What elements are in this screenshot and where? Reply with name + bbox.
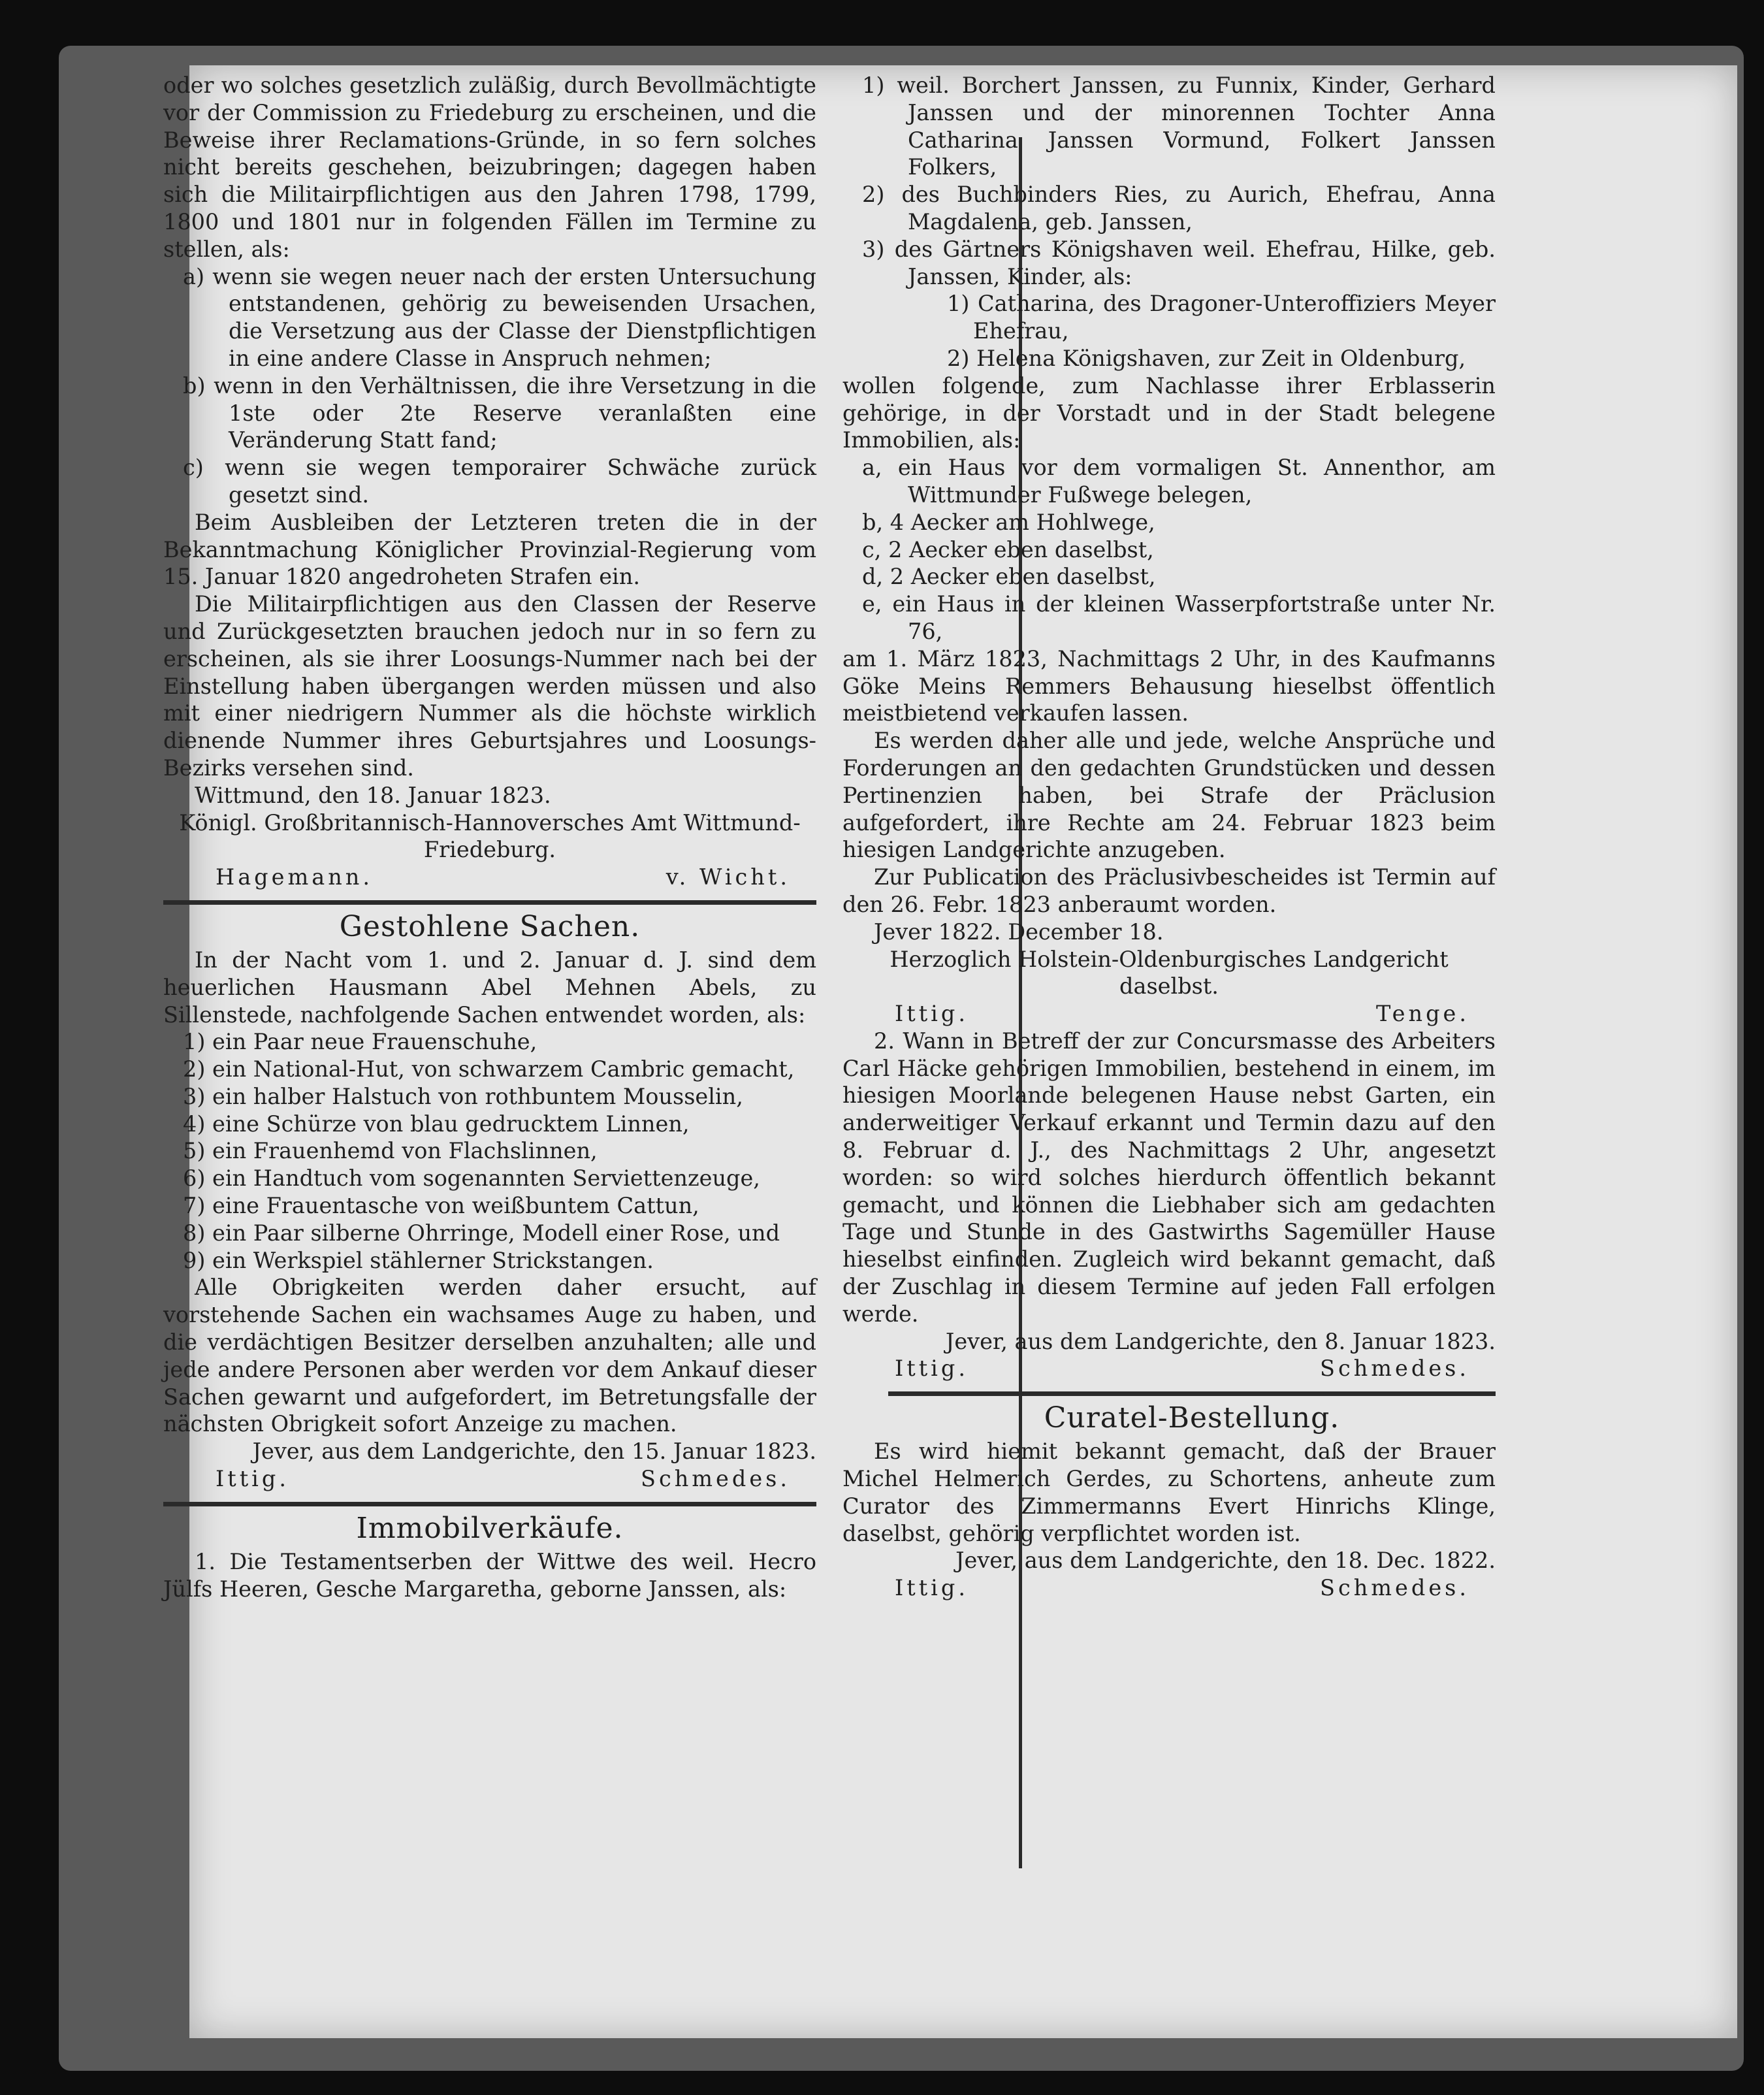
signatures [163, 864, 816, 891]
paragraph: Die Militairpflichtigen aus den Classen der Reserve und Zurückgesetzten brauchen jedoch nur in so fern zu erscheinen, als sie ihrer Loosungs-Nummer nach bei der Einstellung haben übergangen werden müssen und also mit einer niedrigern Nummer als die höchste wirklich dienende Nummer ihres Geburtsjahres und Loosungs-Bezirks versehen sind. [163, 591, 816, 781]
signature: Ittig. [895, 1575, 969, 1601]
signature: v. Wicht. [666, 864, 790, 890]
list-item: 5) ein Frauenhemd von Flachslinnen, [183, 1138, 598, 1164]
signature: Tenge. [1375, 1001, 1469, 1027]
paragraph: In der Nacht vom 1. und 2. Januar d. J. sind dem heuerlichen Hausmann Abel Mehnen Abels, zu Sillenstede, nachfolgende Sachen entwendet worden, als: [163, 947, 816, 1028]
list-item: 4) eine Schürze von blau gedrucktem Linnen, [183, 1111, 690, 1137]
paragraph: Beim Ausbleiben der Letzteren treten die in der Bekanntmachung Königlicher Provinzial-Regierung vom 15. Januar 1820 angedroheten Strafen ein. [163, 509, 816, 590]
date-line: Jever, aus dem Landgerichte, den 18. Dec. 1822. [955, 1548, 1496, 1574]
list-item: 3) ein halber Halstuch von rothbuntem Mousselin, [183, 1083, 743, 1109]
notice-intro: oder wo solches gesetzlich zuläßig, durch Bevollmächtigte vor der Commission zu Friedeburg zu erscheinen, und die Beweise ihrer Reclamations-Gründe, in so fern solches nicht bereits geschehen, beizubringen; dagegen haben sich die Militairpflichtigen aus den Jahren 1798, 1799, 1800 und 1801 nur in folgenden Fällen im Termine zu stellen, als: [163, 73, 816, 262]
condition-list [163, 263, 816, 509]
paragraph: Alle Obrigkeiten werden daher ersucht, auf vorstehende Sachen ein wachsames Auge zu haben, und die verdächtigen Besitzer derselben anzuhalten; alle und jede andere Personen aber werden vor dem Ankauf dieser Sachen gewarnt und aufgefordert, im Betretungsfalle der nächsten Obrigkeit sofort Anzeige zu machen. [163, 1275, 816, 1437]
paragraph: 2. Wann in Betreff der zur Concursmasse des Arbeiters Carl Häcke gehörigen Immobilien, bestehend in einem, im hiesigen Moorlande belegenen Hause nebst Garten, ein anderweitiger Verkauf erkannt und Termin dazu auf den 8. Februar d. J., des Nachmittags 2 Uhr, angesetzt worden: so wird solches hierdurch öffentlich bekannt gemacht, und können die Liebhaber sich am gedachten Tage und Stunde in des Gastwirths Sagemüller Hause hieselbst einfinden. Zugleich wird bekannt gemacht, daß der Zuschlag in diesem Termine auf jeden Fall erfolgen werde. [842, 1028, 1496, 1327]
date-line: Jever, aus dem Landgerichte, den 8. Januar 1823. [945, 1328, 1496, 1354]
section-heading: Gestohlene Sachen. [163, 900, 816, 947]
paragraph: Es werden daher alle und jede, welche Ansprüche und Forderungen an den gedachten Grundstücken und dessen Pertinenzien haben, bei Strafe der Präclusion aufgefordert, ihre Rechte am 24. Februar 1823 beim hiesigen Landgerichte anzugeben. [842, 728, 1496, 863]
list-item: 3) des Gärtners Königshaven weil. Ehefrau, Hilke, geb. Janssen, Kinder, als: [862, 236, 1496, 289]
list-item: 2) Helena Königshaven, zur Zeit in Oldenburg, [947, 345, 1466, 371]
date-line: Jever, aus dem Landgerichte, den 15. Januar 1823. [252, 1438, 816, 1465]
list-item: 8) ein Paar silberne Ohrringe, Modell einer Rose, und [183, 1220, 780, 1246]
paragraph: Zur Publication des Präclusivbescheides ist Termin auf den 26. Febr. 1823 anberaumt worden. [842, 864, 1496, 917]
signature: Hagemann. [216, 864, 373, 890]
list-item: c, 2 Aecker eben daselbst, [862, 536, 1154, 562]
list-item: 7) eine Frauentasche von weißbuntem Cattun, [183, 1193, 699, 1219]
signature: Ittig. [895, 1356, 969, 1382]
signature: Schmedes. [641, 1466, 790, 1492]
paragraph: Es wird hiemit bekannt gemacht, daß der Brauer Michel Helmerich Gerdes, zu Schortens, anheute zum Curator des Zimmermanns Evert Hinrichs Klinge, daselbst, gehörig verpflichtet worden ist. [842, 1438, 1496, 1546]
list-item: d, 2 Aecker eben daselbst, [862, 564, 1156, 590]
section-heading: Immobilverkäufe. [163, 1502, 816, 1548]
signature: Schmedes. [1320, 1356, 1469, 1382]
list-item: 9) ein Werkspiel stählerner Strickstangen. [183, 1247, 654, 1273]
list-item: 6) ein Handtuch vom sogenannten Serviettenzeuge, [183, 1165, 760, 1192]
list-item: 1) ein Paar neue Frauenschuhe, [183, 1029, 537, 1055]
property-list [842, 454, 1496, 645]
condition-item: b) wenn in den Verhältnissen, die ihre Versetzung in die 1ste oder 2te Reserve veranlaßten eine Veränderung Statt fand; [183, 372, 816, 453]
list-item: 2) des Buchbinders Ries, zu Aurich, Ehefrau, Anna Magdalena, geb. Janssen, [862, 182, 1496, 235]
condition-item: c) wenn sie wegen temporairer Schwäche zurück gesetzt sind. [183, 455, 816, 508]
stolen-items-list [163, 1028, 816, 1274]
signatures [842, 1355, 1496, 1382]
signatures [163, 1465, 816, 1493]
signatures [842, 1574, 1496, 1602]
date-line: Wittmund, den 18. Januar 1823. [195, 782, 551, 808]
authority: Königl. Großbritannisch-Hannoversches Amt Wittmund-Friedeburg. [179, 809, 801, 863]
list-item: 2) ein National-Hut, von schwarzem Cambric gemacht, [183, 1056, 795, 1082]
paragraph: am 1. März 1823, Nachmittags 2 Uhr, in des Kaufmanns Göke Meins Remmers Behausung hieselbst öffentlich meistbietend verkaufen lassen. [842, 645, 1496, 726]
signature: Schmedes. [1320, 1575, 1469, 1601]
date-line: Jever 1822. December 18. [874, 918, 1164, 945]
signature: Ittig. [216, 1466, 289, 1492]
paragraph: wollen folgende, zum Nachlasse ihrer Erblasserin gehörige, in der Vorstadt und in der Stadt belegene Immobilien, als: [842, 372, 1496, 453]
section-heading: Curatel-Bestellung. [888, 1391, 1496, 1438]
heirs-list [842, 72, 1496, 372]
authority: Herzoglich Holstein-Oldenburgisches Landgericht daselbst. [890, 946, 1449, 999]
right-column [842, 72, 1496, 1602]
paragraph: 1. Die Testamentserben der Wittwe des weil. Hecro Jülfs Heeren, Gesche Margaretha, geborne Janssen, als: [163, 1548, 816, 1602]
list-item: a, ein Haus vor dem vormaligen St. Annenthor, am Wittmunder Fußwege belegen, [862, 455, 1496, 508]
signatures [842, 1000, 1496, 1028]
left-column [163, 72, 816, 1602]
signature: Ittig. [895, 1001, 969, 1027]
list-item: e, ein Haus in der kleinen Wasserpfortstraße unter Nr. 76, [862, 591, 1496, 644]
list-item: b, 4 Aecker am Hohlwege, [862, 509, 1155, 535]
condition-item: a) wenn sie wegen neuer nach der ersten Untersuchung entstandenen, gehörig zu beweisenden Ursachen, die Versetzung aus der Classe der Dienstpflichtigen in eine andere Classe in Anspruch nehmen; [183, 263, 816, 371]
list-item: 1) weil. Borchert Janssen, zu Funnix, Kinder, Gerhard Janssen und der minorennen Tochter Anna Catharina Janssen Vormund, Folkert Janssen Folkers, [862, 73, 1496, 180]
list-item: 1) Catharina, des Dragoner-Unteroffiziers Meyer Ehefrau, [947, 291, 1496, 344]
